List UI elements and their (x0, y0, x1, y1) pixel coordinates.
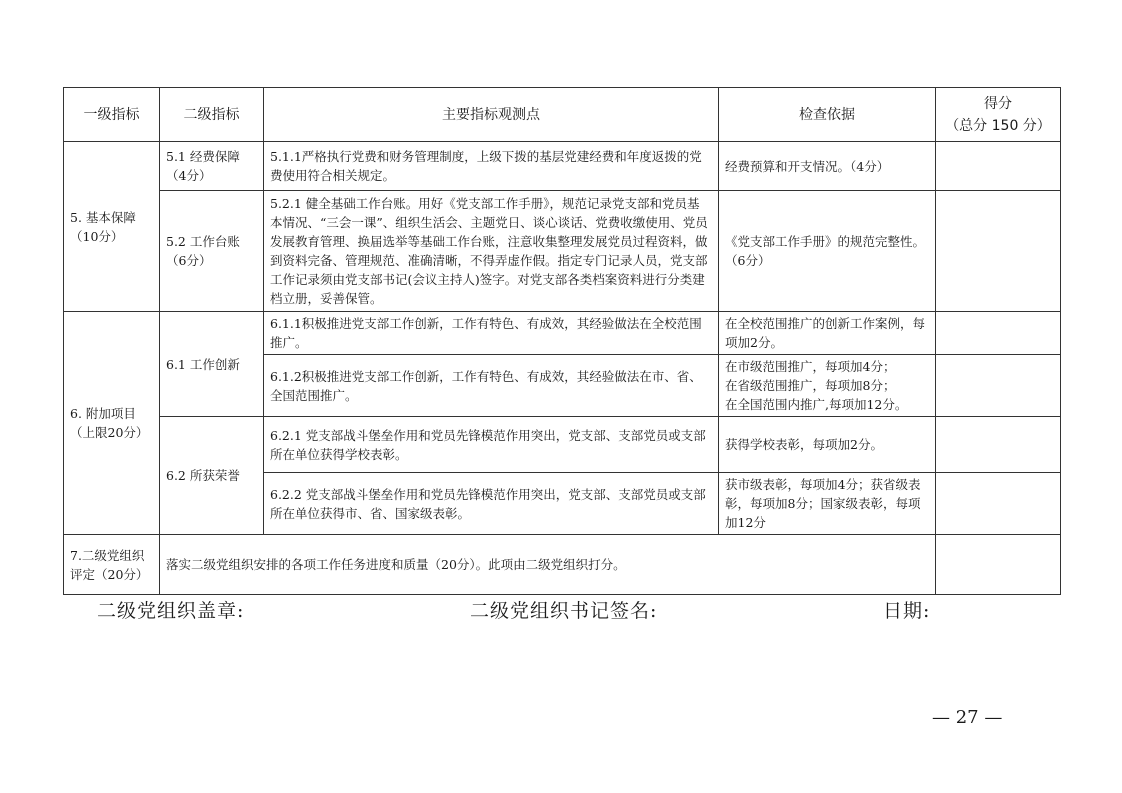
observation-point: 6.2.2 党支部战斗堡垒作用和党员先锋模范作用突出，党支部、支部党员或支部所在单位获得市、省、国家级表彰。 (264, 473, 719, 535)
check-basis: 在全校范围推广的创新工作案例，每项加2分。 (719, 312, 936, 355)
basis-line: 在全国范围内推广,每项加12分。 (725, 397, 908, 412)
score-cell[interactable] (936, 473, 1061, 535)
table-row (64, 417, 1061, 473)
level2-work-ledger: 5.2 工作台账（6分） (160, 191, 264, 312)
check-basis: 《党支部工作手册》的规范完整性。（6分） (719, 191, 936, 312)
score-cell[interactable] (936, 191, 1061, 312)
observation-point: 5.2.1 健全基础工作台账。用好《党支部工作手册》，规范记录党支部和党员基本情况、“三会一课”、组织生活会、主题党日、谈心谈话、党费收缴使用、党员发展教育管理、换届选举等基础工作台账，注意收集整理发展党员过程资料，做到资料完备、管理规范、准确清晰，不得弄虚作假。指定专门记录人员，党支部工作记录须由党支部书记(会议主持人)签字。对党支部各类档案资料进行分类建档立册，妥善保管。 (264, 191, 719, 312)
header-score-line1: 得分 (984, 95, 1012, 112)
score-cell[interactable] (936, 535, 1061, 595)
evaluation-table (63, 87, 1061, 595)
score-cell[interactable] (936, 312, 1061, 355)
header-score-line2: （总分 150 分） (945, 117, 1051, 134)
observation-point: 6.2.1 党支部战斗堡垒作用和党员先锋模范作用突出，党支部、支部党员或支部所在单位获得学校表彰。 (264, 417, 719, 473)
score-cell[interactable] (936, 142, 1061, 191)
level2-funding: 5.1 经费保障（4分） (160, 142, 264, 191)
level1-additional-items: 6. 附加项目（上限20分） (64, 312, 160, 535)
check-basis: 经费预算和开支情况。（4分） (719, 142, 936, 191)
table-row (64, 191, 1061, 312)
header-score (936, 88, 1061, 142)
level1-basic-guarantee: 5. 基本保障（10分） (64, 142, 160, 312)
basis-line: 在市级范围推广，每项加4分； (725, 359, 896, 374)
observation-point: 6.1.2积极推进党支部工作创新，工作有特色、有成效，其经验做法在市、省、全国范围推广。 (264, 355, 719, 417)
basis-line: 在省级范围推广，每项加8分； (725, 378, 896, 393)
level1-secondary-evaluation: 7.二级党组织评定（20分） (64, 535, 160, 595)
level2-work-innovation: 6.1 工作创新 (160, 312, 264, 417)
check-basis: 获市级表彰，每项加4分；获省级表彰，每项加8分；国家级表彰，每项加12分 (719, 473, 936, 535)
observation-point: 5.1.1严格执行党费和财务管理制度，上级下拨的基层党建经费和年度返拨的党费使用符合相关规定。 (264, 142, 719, 191)
level2-honors: 6.2 所获荣誉 (160, 417, 264, 535)
footer-seal-label: 二级党组织盖章: (97, 600, 245, 622)
footer-date-label: 日期: (883, 600, 931, 622)
table-row (64, 312, 1061, 355)
header-observation-points: 主要指标观测点 (264, 88, 719, 142)
footer-signature-label: 二级党组织书记签名: (470, 600, 658, 622)
header-row (64, 88, 1061, 142)
check-basis: 获得学校表彰，每项加2分。 (719, 417, 936, 473)
header-level2: 二级指标 (160, 88, 264, 142)
header-check-basis: 检查依据 (719, 88, 936, 142)
check-basis (719, 355, 936, 417)
table-row (64, 142, 1061, 191)
page-number: — 27 — (932, 707, 1003, 728)
evaluation-content: 落实二级党组织安排的各项工作任务进度和质量（20分）。此项由二级党组织打分。 (160, 535, 936, 595)
table-row (64, 535, 1061, 595)
score-cell[interactable] (936, 417, 1061, 473)
observation-point: 6.1.1积极推进党支部工作创新，工作有特色、有成效，其经验做法在全校范围推广。 (264, 312, 719, 355)
score-cell[interactable] (936, 355, 1061, 417)
header-level1: 一级指标 (64, 88, 160, 142)
